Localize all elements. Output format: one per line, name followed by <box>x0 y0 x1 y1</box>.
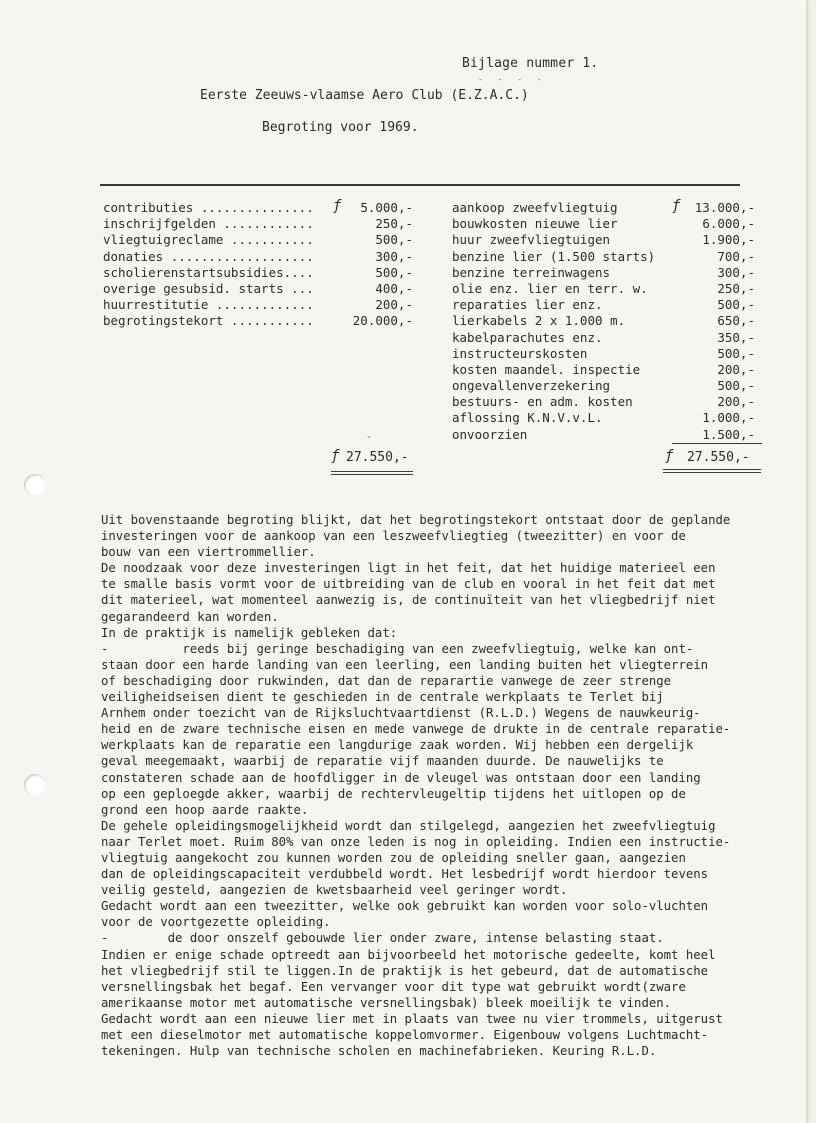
text-line: tekeningen. Hulp van technische scholen en machinefabrieken. Keuring R.L.D. <box>101 1044 657 1059</box>
text-line: of beschadiging door rukwinden, dat dan de reparartie vanwege de zeer strenge <box>101 673 672 688</box>
ledger-label: reparaties lier enz. <box>452 297 603 313</box>
text-line: werkplaats kan de reparatie een langdurige zaak worden. Wij hebben een dergelijk <box>101 738 694 753</box>
ledger-label: contributies ............... <box>103 200 314 215</box>
guilder-symbol: ƒ <box>665 448 674 464</box>
expense-row <box>452 265 755 281</box>
expense-row <box>452 281 755 297</box>
text-line: heid en de zware technische eisen en mede vanwege de drukte in de centrale reparatie- <box>101 722 731 737</box>
text-line: Gedacht wordt aan een tweezitter, welke ook gebruikt kan worden voor solo-vluchten <box>101 899 709 914</box>
text-line: het vliegbedrijf stil te liggen.In de praktijk is het gebeurd, dat de automatische <box>101 963 709 978</box>
ledger-amount: 500,- <box>375 264 413 280</box>
text-line: te smalle basis vormt voor de uitbreiding van de club en vooral in het feit dat met <box>101 577 716 592</box>
expense-row <box>452 216 755 232</box>
text-line: De gehele opleidingsmogelijkheid wordt dan stilgelegd, aangezien het zweefvliegtuig <box>101 818 716 833</box>
ledger-amount: 200,- <box>375 297 413 313</box>
ledger-amount: 700,- <box>717 248 755 264</box>
ledger-label: instructeurskosten <box>452 345 588 361</box>
income-total: 27.550,- <box>346 450 409 465</box>
ledger-amount: 400,- <box>375 280 413 296</box>
text-line: staan door een harde landing van een leerling, een landing buiten het vliegterrein <box>101 657 709 672</box>
ledger-label: huurrestitutie ............. <box>103 297 314 313</box>
ledger-label: onvoorzien <box>452 426 528 442</box>
text-line: dit materieel, wat momenteel aanwezig is, de continuïteit van het vliegbedrijf niet <box>101 593 716 608</box>
text-line: dan de opleidingscapaciteit verdubbeld wordt. Het lesbedrijf wordt hierdoor tevens <box>101 867 709 882</box>
ledger-label: overige gesubsid. starts ... <box>103 280 314 296</box>
ledger-label: bouwkosten nieuwe lier <box>452 216 618 232</box>
ledger-amount: 1.000,- <box>702 410 755 426</box>
ledger-amount: 300,- <box>375 248 413 264</box>
text-line: op een geploegde akker, waarbij de rechtervleugeltip tijdens het uitlopen op de <box>101 786 686 801</box>
guilder-symbol: ƒ <box>672 198 681 214</box>
ledger-label: scholierenstartsubsidies.... <box>103 264 314 280</box>
punch-hole <box>24 474 46 496</box>
ledger-amount: 500,- <box>717 297 755 313</box>
ledger-amount: 13.000,- <box>694 200 755 215</box>
punch-hole <box>24 774 46 796</box>
header-rule <box>100 184 740 186</box>
ledger-label: inschrijfgelden ............ <box>103 216 314 232</box>
guilder-symbol: ƒ <box>331 448 340 464</box>
ledger-amount: 350,- <box>717 329 755 345</box>
expense-row <box>452 297 755 313</box>
income-row <box>103 216 413 232</box>
ledger-amount: 300,- <box>717 264 755 280</box>
ledger-label: benzine lier (1.500 starts) <box>452 248 656 264</box>
explanation-text <box>101 512 781 1059</box>
text-line: veilig gesteld, aangezien de kwetsbaarheid veel geringer wordt. <box>101 883 568 898</box>
ledger-label: benzine terreinwagens <box>452 264 611 280</box>
income-total-double-rule <box>331 471 413 475</box>
income-row <box>103 200 413 216</box>
text-line: investeringen voor de aankoop van een leszweefvliegtieg (tweezitter) en voor de <box>101 529 686 544</box>
guilder-symbol: ƒ <box>333 198 342 214</box>
attachment-underline-mark: - - - - <box>478 75 547 84</box>
ledger-label: olie enz. lier en terr. w. <box>452 280 648 296</box>
ledger-amount: 1.900,- <box>702 232 755 248</box>
text-line: veiligheidseisen dient te geschieden in de centrale werkplaats te Terlet bij <box>101 690 664 705</box>
ledger-amount: 500,- <box>717 345 755 361</box>
ledger-label: aankoop zweefvliegtuig <box>452 200 618 215</box>
expense-total: 27.550,- <box>687 450 750 465</box>
text-line: versnellingsbak het begaf. Een vervanger voor dit type wat gebruikt wordt(zware <box>101 979 686 994</box>
text-line: constateren schade aan de hoofdligger in de vleugel was ontstaan door een landing <box>101 770 701 785</box>
expense-list <box>452 200 755 443</box>
ledger-label: huur zweefvliegtuigen <box>452 232 611 248</box>
expense-row <box>452 346 755 362</box>
ledger-amount: 250,- <box>717 280 755 296</box>
text-line: bouw van een viertrommellier. <box>101 545 316 560</box>
text-line: - de door onszelf gebouwde lier onder zware, intense belasting staat. <box>101 931 664 946</box>
club-title: Eerste Zeeuws-vlaamse Aero Club (E.Z.A.C.) <box>200 88 529 103</box>
text-line: In de praktijk is namelijk gebleken dat: <box>101 625 398 640</box>
expense-total-double-rule <box>663 469 761 473</box>
expense-row <box>452 410 755 426</box>
text-line: Uit bovenstaande begroting blijkt, dat het begrotingstekort ontstaat door de geplande <box>101 513 731 527</box>
dash-mark: - <box>366 432 373 443</box>
budget-title: Begroting voor 1969. <box>262 120 419 135</box>
income-row <box>103 232 413 248</box>
ledger-amount: 200,- <box>717 394 755 410</box>
expense-row <box>452 313 755 329</box>
ledger-label: bestuurs- en adm. kosten <box>452 394 633 410</box>
ledger-amount: 200,- <box>717 361 755 377</box>
text-line: Gedacht wordt aan een nieuwe lier met in plaats van twee nu vier trommels, uitgerust <box>101 1011 723 1026</box>
expense-row <box>452 330 755 346</box>
text-line: naar Terlet moet. Ruim 80% van onze leden is nog in opleiding. Indien een instructie- <box>101 834 731 849</box>
text-line: voor de voortgezette opleiding. <box>101 915 331 930</box>
ledger-label: vliegtuigreclame ........... <box>103 232 314 248</box>
ledger-label: kabelparachutes enz. <box>452 329 603 345</box>
ledger-label: kosten maandel. inspectie <box>452 361 641 377</box>
text-line: vliegtuig aangekocht zou kunnen worden zou de opleiding sneller gaan, aangezien <box>101 850 686 865</box>
ledger-label: begrotingstekort ........... <box>103 313 314 329</box>
ledger-amount: 650,- <box>717 313 755 329</box>
text-line: Indien er enige schade optreedt aan bijvoorbeeld het motorische gedeelte, komt heel <box>101 947 716 962</box>
text-line: Arnhem onder toezicht van de Rijksluchtvaartdienst (R.L.D.) Wegens de nauwkeurig- <box>101 706 701 721</box>
income-row <box>103 249 413 265</box>
expense-row <box>452 249 755 265</box>
expense-row <box>452 200 755 216</box>
text-line: gegarandeerd kan worden. <box>101 609 279 624</box>
ledger-amount: 1.500,- <box>702 426 755 442</box>
ledger-amount: 250,- <box>375 216 413 232</box>
income-row <box>103 313 413 329</box>
expense-row <box>452 427 755 443</box>
ledger-amount: 6.000,- <box>702 216 755 232</box>
ledger-amount: 500,- <box>717 378 755 394</box>
ledger-label: aflossing K.N.V.v.L. <box>452 410 603 426</box>
expense-row <box>452 394 755 410</box>
text-line: grond een hoop aarde raakte. <box>101 802 309 817</box>
text-line: De noodzaak voor deze investeringen ligt in het feit, dat het huidige materieel een <box>101 561 716 576</box>
ledger-label: lierkabels 2 x 1.000 m. <box>452 313 626 329</box>
income-list <box>103 200 413 330</box>
expense-sum-rule <box>672 443 762 444</box>
attachment-label: Bijlage nummer 1. <box>462 56 599 71</box>
income-row <box>103 265 413 281</box>
ledger-label: ongevallenverzekering <box>452 378 611 394</box>
ledger-amount: 500,- <box>375 232 413 248</box>
income-row <box>103 297 413 313</box>
expense-row <box>452 378 755 394</box>
text-line: met een dieselmotor met automatische koppelomvormer. Eigenbouw volgens Luchtmacht- <box>101 1028 709 1042</box>
ledger-amount: 5.000,- <box>360 200 413 215</box>
income-row <box>103 281 413 297</box>
expense-row <box>452 362 755 378</box>
text-line: amerikaanse motor met automatische versnellingsbak) bleek moeilijk te vinden. <box>101 995 672 1010</box>
ledger-amount: 20.000,- <box>352 313 413 329</box>
text-line: geval meegemaakt, waarbij de reparatie vijf maanden duurde. De nauwelijks te <box>101 754 664 769</box>
ledger-label: donaties ................... <box>103 248 314 264</box>
expense-row <box>452 232 755 248</box>
text-line: - reeds bij geringe beschadiging van een zweefvliegtuig, welke kan ont- <box>101 641 694 656</box>
